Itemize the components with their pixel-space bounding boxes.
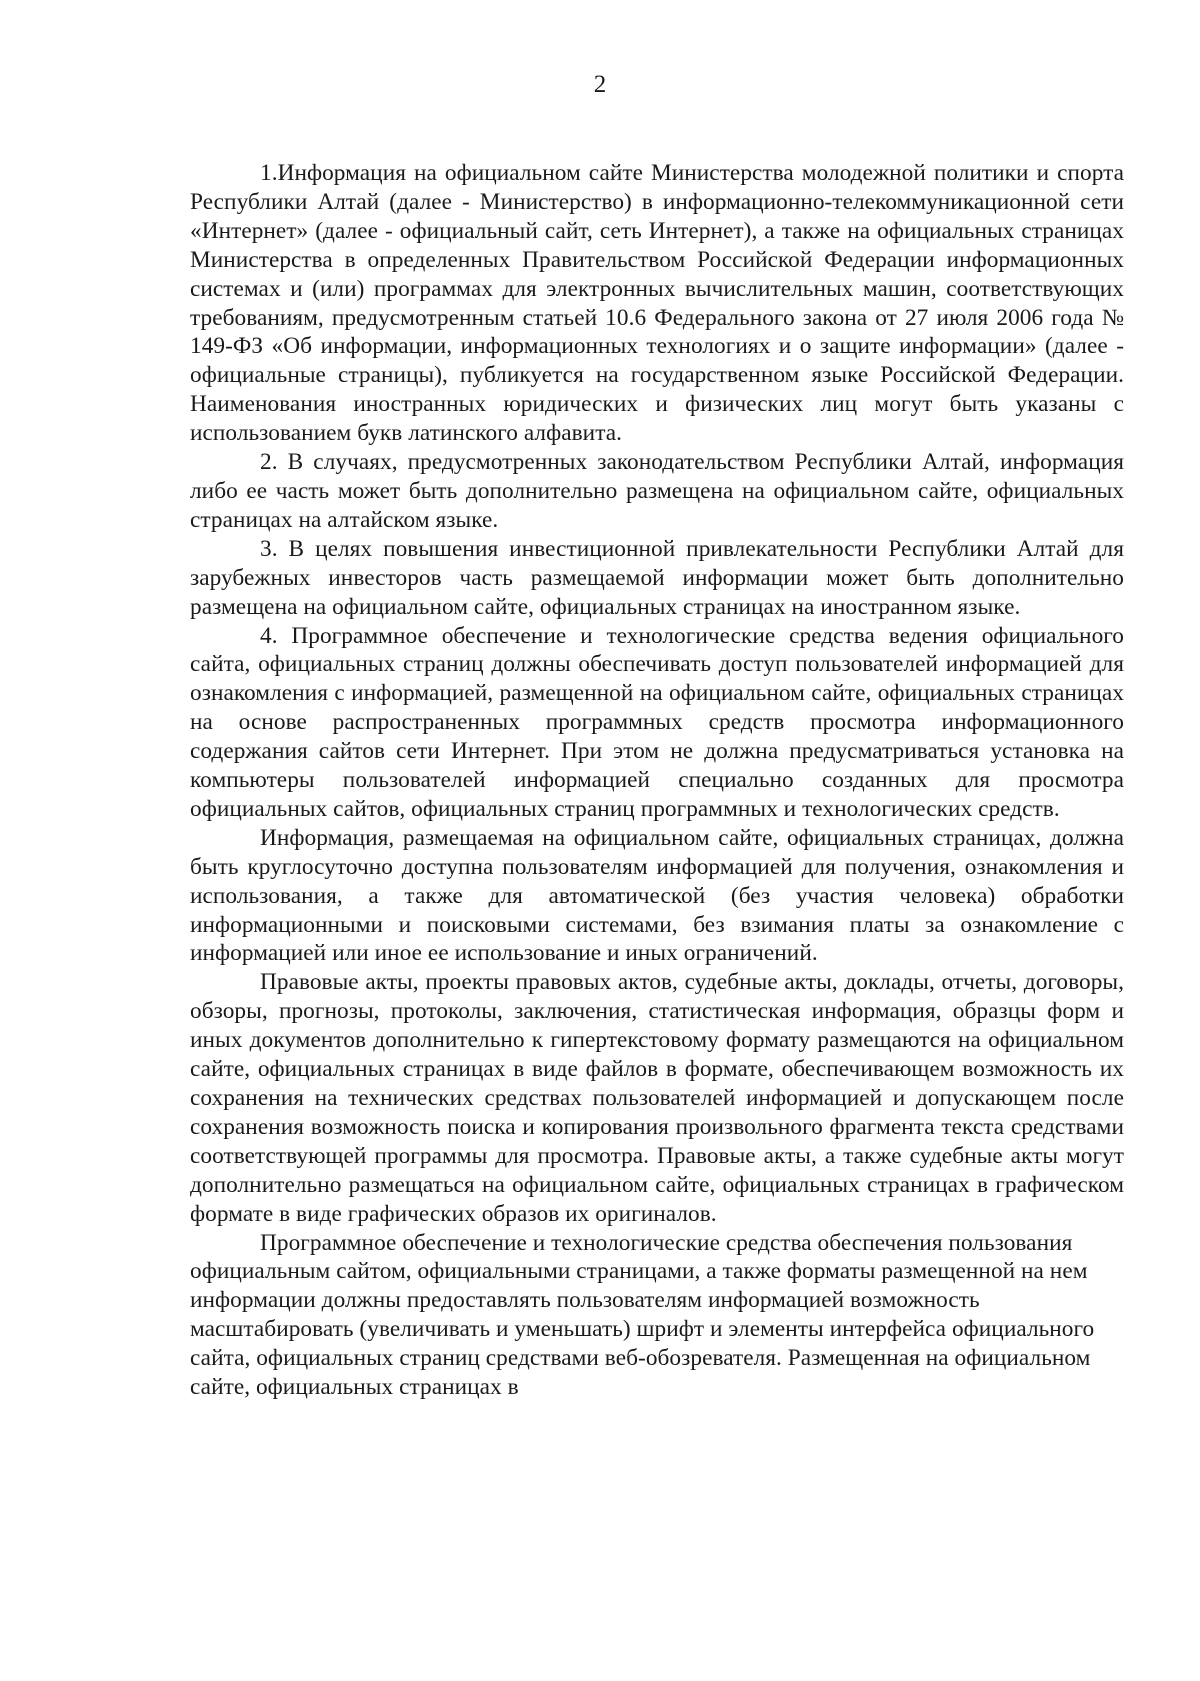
page-number: 2 bbox=[593, 71, 607, 98]
paragraph-4: 4. Программное обеспечение и технологические средства ведения официального сайта, официальных страниц должны обеспечивать доступ пользователей информацией для ознакомления с информацией, размещенной на официальном сайте, официальных страницах на основе распространенных программных средств просмотра информационного содержания сайтов сети Интернет. При этом не должна предусматриваться установка на компьютеры пользователей информацией специально созданных для просмотра официальных сайтов, официальных страниц программных и технологических средств. bbox=[190, 622, 1124, 822]
paragraph-information-availability: Информация, размещаемая на официальном сайте, официальных страницах, должна быть круглосуточно доступна пользователям информацией для получения, ознакомления и использования, а также для автоматической (без участия человека) обработки информационными и поисковыми системами, без взимания платы за ознакомление с информацией или иное ее использование и иных ограничений. bbox=[190, 824, 1124, 967]
paragraph-1: 1.Информация на официальном сайте Министерства молодежной политики и спорта Республики Алтай (далее - Министерство) в информационно-телекоммуникационной сети «Интернет» (далее - официальный сайт, сеть Интернет), а также на официальных страницах Министерства в определенных Правительством Российской Федерации информационных системах и (или) программах для электронных вычислительных машин, соответствующих требованиям, предусмотренным статьей 10.6 Федерального закона от 27 июля 2006 года № 149-ФЗ «Об информации, информационных технологиях и о защите информации» (далее - официальные страницы), публикуется на государственном языке Российской Федерации. Наименования иностранных юридических и физических лиц могут быть указаны с использованием букв латинского алфавита. bbox=[190, 160, 1124, 447]
document-body bbox=[190, 159, 1124, 1402]
paragraph-software-scaling: Программное обеспечение и технологические средства обеспечения пользования официальным сайтом, официальными страницами, а также форматы размещенной на нем информации должны предоставлять пользователям информацией возможность масштабировать (увеличивать и уменьшать) шрифт и элементы интерфейса официального сайта, официальных страниц средствами веб-обозревателя. Размещенная на официальном сайте, официальных страницах в bbox=[190, 1229, 1095, 1401]
paragraph-legal-acts: Правовые акты, проекты правовых актов, судебные акты, доклады, отчеты, договоры, обзоры, прогнозы, протоколы, заключения, статистическая информация, образцы форм и иных документов дополнительно к гипертекстовому формату размещаются на официальном сайте, официальных страницах в виде файлов в формате, обеспечивающем возможность их сохранения на технических средствах пользователей информацией и допускающем после сохранения возможность поиска и копирования произвольного фрагмента текста средствами соответствующей программы для просмотра. Правовые акты, а также судебные акты могут дополнительно размещаться на официальном сайте, официальных страницах в графическом формате в виде графических образов их оригиналов. bbox=[190, 969, 1124, 1227]
paragraph-3: 3. В целях повышения инвестиционной привлекательности Республики Алтай для зарубежных инвесторов часть размещаемой информации может быть дополнительно размещена на официальном сайте, официальных страницах на иностранном языке. bbox=[190, 535, 1124, 620]
paragraph-2: 2. В случаях, предусмотренных законодательством Республики Алтай, информация либо ее часть может быть дополнительно размещена на официальном сайте, официальных страницах на алтайском языке. bbox=[190, 449, 1124, 533]
